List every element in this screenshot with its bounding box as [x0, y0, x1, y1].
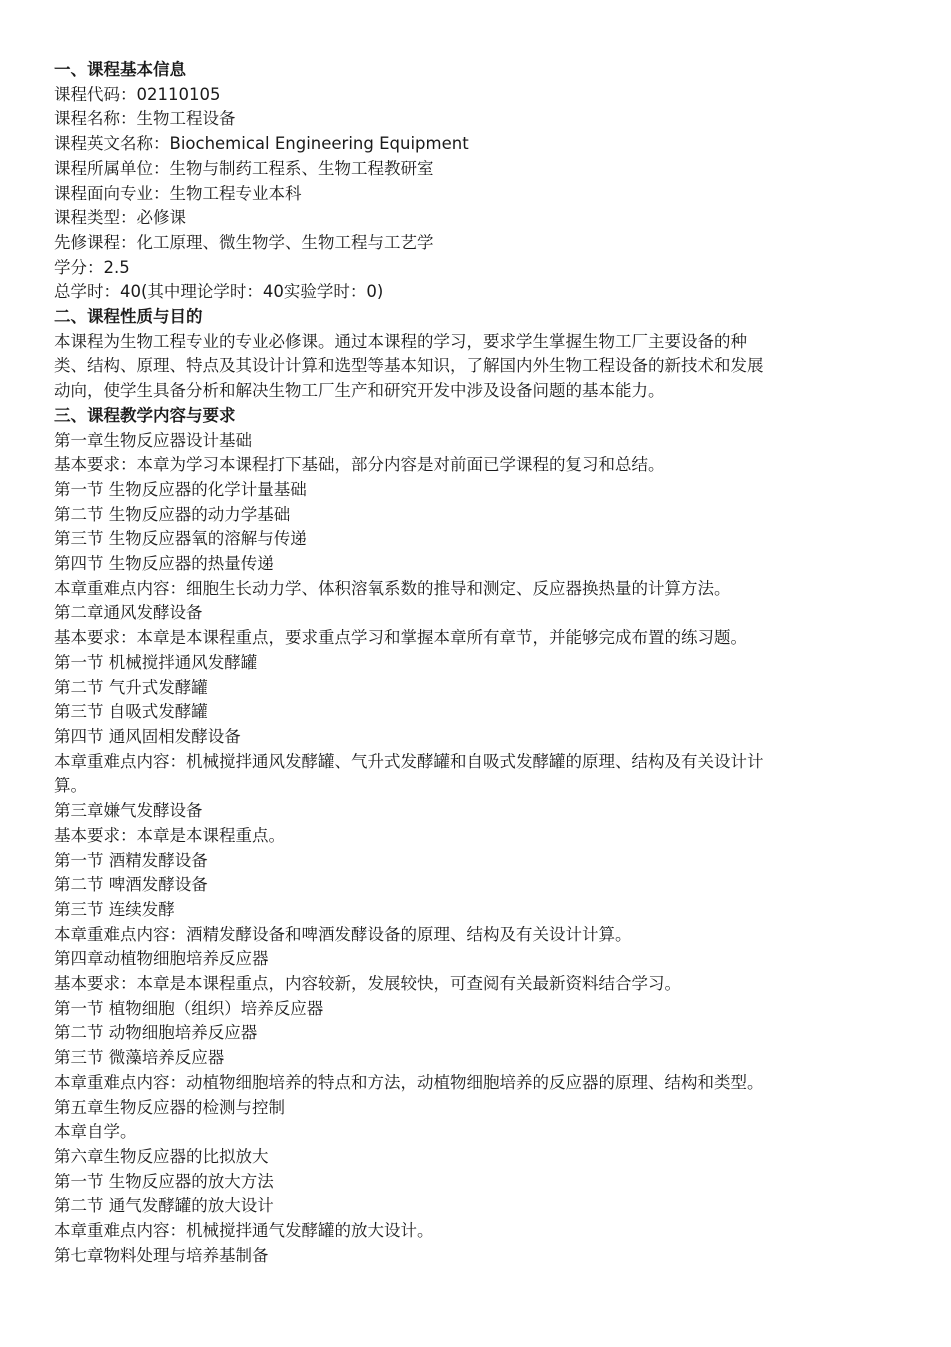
chapter-6-section-2: 第二节 通气发酵罐的放大设计 — [54, 1196, 274, 1216]
course-major: 课程面向专业：生物工程专业本科 — [54, 183, 302, 203]
document-page — [54, 58, 904, 1268]
chapter-4-section-2: 第二节 动物细胞培养反应器 — [54, 1023, 258, 1043]
nature-paragraph-line: 本课程为生物工程专业的专业必修课。通过本课程的学习，要求学生掌握生物工厂主要设备的种 — [54, 331, 747, 351]
course-unit: 课程所属单位：生物与制药工程系、生物工程教研室 — [54, 158, 434, 178]
chapter-2-section-3: 第三节 自吸式发酵罐 — [54, 702, 208, 722]
chapter-1-key-points: 本章重难点内容：细胞生长动力学、体积溶氧系数的推导和测定、反应器换热量的计算方法。 — [54, 578, 731, 598]
course-prerequisites: 先修课程：化工原理、微生物学、生物工程与工艺学 — [54, 232, 434, 252]
chapter-1-section-1: 第一节 生物反应器的化学计量基础 — [54, 479, 307, 499]
chapter-1-title: 第一章生物反应器设计基础 — [54, 430, 252, 450]
course-name: 课程名称：生物工程设备 — [54, 109, 236, 129]
course-credits: 学分：2.5 — [54, 257, 130, 277]
chapter-1-section-4: 第四节 生物反应器的热量传递 — [54, 554, 274, 574]
chapter-6-title: 第六章生物反应器的比拟放大 — [54, 1146, 269, 1166]
chapter-2-title: 第二章通风发酵设备 — [54, 603, 203, 623]
chapter-1-requirement: 基本要求：本章为学习本课程打下基础，部分内容是对前面已学课程的复习和总结。 — [54, 455, 665, 475]
chapter-6-key-points: 本章重难点内容：机械搅拌通气发酵罐的放大设计。 — [54, 1221, 434, 1241]
chapter-3-title: 第三章嫌气发酵设备 — [54, 801, 203, 821]
course-type: 课程类型：必修课 — [54, 208, 186, 228]
course-code: 课程代码：02110105 — [54, 84, 221, 104]
chapter-5-title: 第五章生物反应器的检测与控制 — [54, 1097, 285, 1117]
section-heading-content: 三、课程教学内容与要求 — [54, 405, 236, 425]
chapter-4-key-points: 本章重难点内容：动植物细胞培养的特点和方法，动植物细胞培养的反应器的原理、结构和类型。 — [54, 1072, 764, 1092]
chapter-7-title: 第七章物料处理与培养基制备 — [54, 1245, 269, 1265]
chapter-4-requirement: 基本要求：本章是本课程重点，内容较新，发展较快，可查阅有关最新资料结合学习。 — [54, 974, 681, 994]
chapter-2-key-points: 本章重难点内容：机械搅拌通风发酵罐、气升式发酵罐和自吸式发酵罐的原理、结构及有关设计计 — [54, 751, 764, 771]
nature-paragraph-line: 类、结构、原理、特点及其设计计算和选型等基本知识，了解国内外生物工程设备的新技术和发展 — [54, 356, 764, 376]
chapter-3-section-1: 第一节 酒精发酵设备 — [54, 850, 208, 870]
chapter-2-key-points-cont: 算。 — [54, 776, 87, 796]
chapter-2-requirement: 基本要求：本章是本课程重点，要求重点学习和掌握本章所有章节，并能够完成布置的练习题。 — [54, 628, 747, 648]
section-heading-nature: 二、课程性质与目的 — [54, 307, 203, 327]
chapter-4-title: 第四章动植物细胞培养反应器 — [54, 949, 269, 969]
chapter-3-section-3: 第三节 连续发酵 — [54, 899, 175, 919]
section-heading-basic-info: 一、课程基本信息 — [54, 60, 186, 79]
chapter-3-key-points: 本章重难点内容：酒精发酵设备和啤酒发酵设备的原理、结构及有关设计计算。 — [54, 924, 632, 944]
chapter-4-section-3: 第三节 微藻培养反应器 — [54, 1048, 225, 1068]
course-english-name: 课程英文名称：Biochemical Engineering Equipment — [54, 134, 469, 154]
chapter-4-section-1: 第一节 植物细胞（组织）培养反应器 — [54, 998, 324, 1018]
chapter-2-section-2: 第二节 气升式发酵罐 — [54, 677, 208, 697]
chapter-2-section-1: 第一节 机械搅拌通风发酵罐 — [54, 652, 258, 672]
chapter-1-section-2: 第二节 生物反应器的动力学基础 — [54, 504, 291, 524]
course-hours: 总学时：40(其中理论学时：40实验学时：0) — [54, 282, 384, 302]
chapter-3-requirement: 基本要求：本章是本课程重点。 — [54, 825, 285, 845]
nature-paragraph-line: 动向，使学生具备分析和解决生物工厂生产和研究开发中涉及设备问题的基本能力。 — [54, 381, 665, 401]
chapter-2-section-4: 第四节 通风固相发酵设备 — [54, 726, 241, 746]
chapter-5-note: 本章自学。 — [54, 1122, 137, 1142]
chapter-1-section-3: 第三节 生物反应器氧的溶解与传递 — [54, 529, 307, 549]
chapter-6-section-1: 第一节 生物反应器的放大方法 — [54, 1171, 274, 1191]
chapter-3-section-2: 第二节 啤酒发酵设备 — [54, 875, 208, 895]
